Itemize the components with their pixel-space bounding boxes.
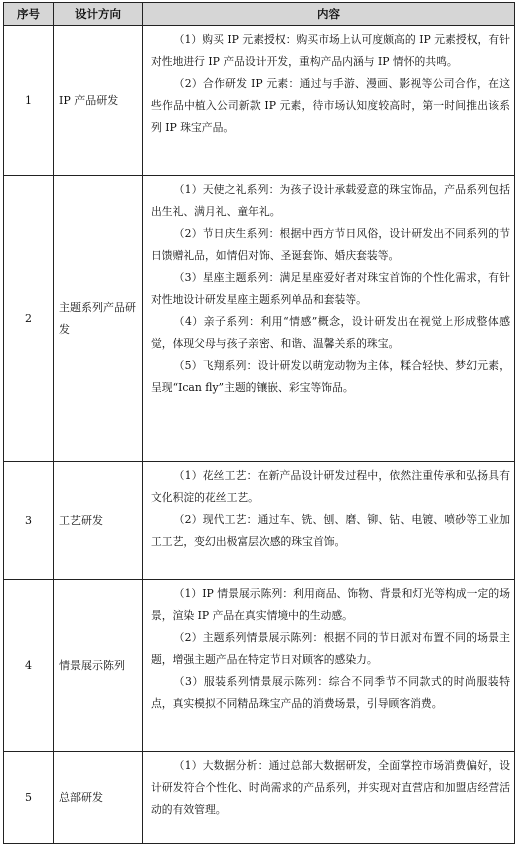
content-paragraph: （1）购买 IP 元素授权：购买市场上认可度颇高的 IP 元素授权，有针对性地进行 IP 产品设计开发，重构产品内涵与 IP 情怀的共鸣。 [151,33,510,68]
header-content: 内容 [143,3,515,26]
content-paragraph: （3）服装系列情景展示陈列：综合不同季节不同款式的时尚服装特点，真实模拟不同精品珠宝产品的消费场景，引导顾客消费。 [151,675,510,710]
content-paragraph: （1）花丝工艺：在新产品设计研发过程中，依然注重传承和弘扬具有文化积淀的花丝工艺。 [151,469,510,504]
row-content [143,462,515,580]
row-number: 1 [4,26,54,176]
content-paragraph: （2）合作研发 IP 元素：通过与手游、漫画、影视等公司合作，在这些作品中植入公司新款 IP 元素，待市场认知度较高时，第一时间推出该系列 IP 珠宝产品。 [151,77,510,134]
header-num: 序号 [4,3,54,26]
table-row [4,580,515,752]
content-paragraph: （1）大数据分析：通过总部大数据研发，全面掌控市场消费偏好，设计研发符合个性化、时尚需求的产品系列，并实现对直营店和加盟店经营活动的有效管理。 [151,759,510,816]
content-paragraph: （4）亲子系列：利用“情感”概念，设计研发出在视觉上形成整体感觉，体现父母与孩子亲密、和谐、温馨关系的珠宝。 [151,315,510,350]
table-row [4,752,515,844]
row-direction: 工艺研发 [54,462,143,580]
row-content [143,26,515,176]
content-paragraph: （1）IP 情景展示陈列：利用商品、饰物、背景和灯光等构成一定的场景，渲染 IP 产品在真实情境中的生动感。 [151,587,510,622]
row-content [143,752,515,844]
content-paragraph: （2）节日庆生系列：根据中西方节日风俗，设计研发出不同系列的节日馈赠礼品，如情侣对饰、圣诞套饰、婚庆套装等。 [151,227,510,262]
row-content [143,580,515,752]
row-number: 2 [4,176,54,462]
table-row [4,176,515,462]
content-paragraph: （2）主题系列情景展示陈列：根据不同的节日派对布置不同的场景主题，增强主题产品在特定节日对顾客的感染力。 [151,631,510,666]
row-direction: 总部研发 [54,752,143,844]
row-number: 4 [4,580,54,752]
content-paragraph: （1）天使之礼系列：为孩子设计承载爱意的珠宝饰品，产品系列包括出生礼、满月礼、童年礼。 [151,183,510,218]
row-number: 5 [4,752,54,844]
content-paragraph: （2）现代工艺：通过车、铣、刨、磨、铆、钻、电镀、喷砂等工业加工工艺，变幻出极富层次感的珠宝首饰。 [151,513,510,548]
row-content [143,176,515,462]
row-direction: 情景展示陈列 [54,580,143,752]
table-row [4,462,515,580]
header-direction: 设计方向 [54,3,143,26]
row-number: 3 [4,462,54,580]
content-paragraph: （5）飞翔系列：设计研发以萌宠动物为主体，糅合轻快、梦幻元素，呈现“Ican fly”主题的镶嵌、彩宝等饰品。 [151,359,510,394]
research-table [3,2,515,844]
row-direction: IP 产品研发 [54,26,143,176]
content-paragraph: （3）星座主题系列：满足星座爱好者对珠宝首饰的个性化需求，有针对性地设计研发星座主题系列单品和套装等。 [151,271,510,306]
table-row [4,26,515,176]
table-header-row [4,3,515,26]
row-direction: 主题系列产品研发 [54,176,143,462]
